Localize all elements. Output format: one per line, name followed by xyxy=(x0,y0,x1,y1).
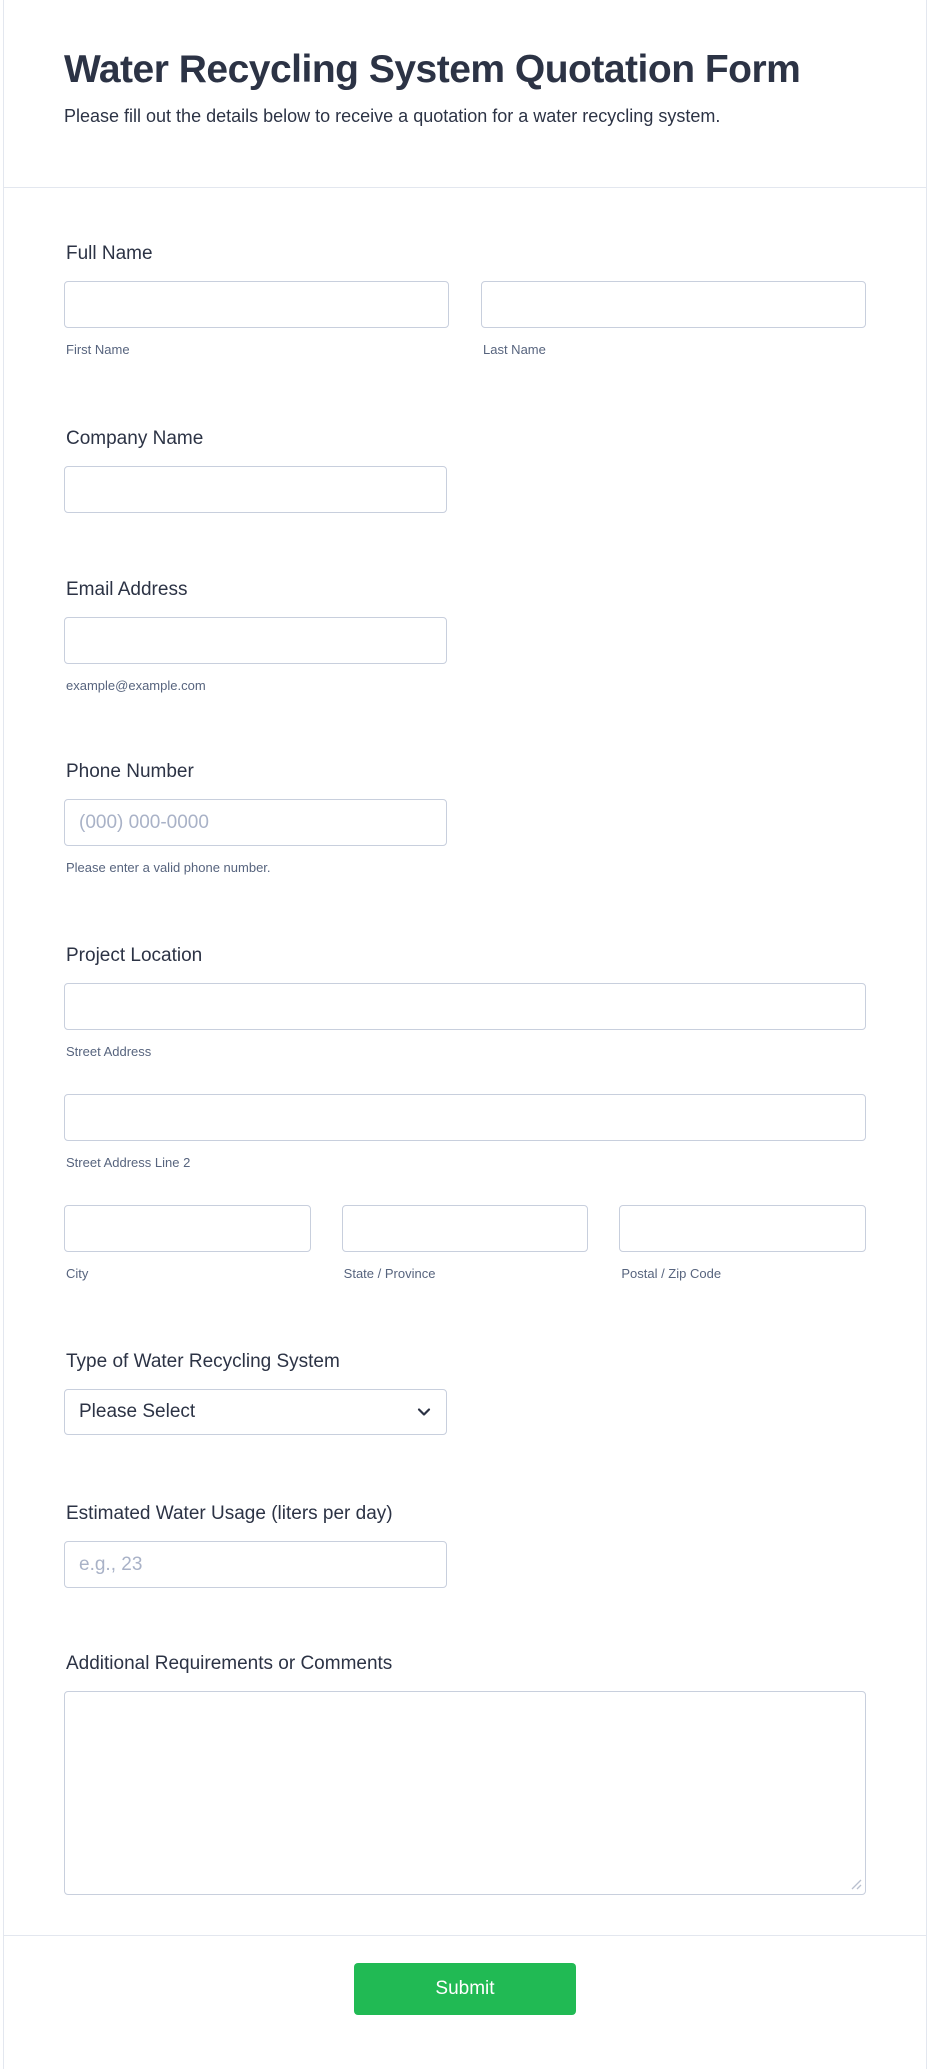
system-type-label: Type of Water Recycling System xyxy=(66,1351,340,1372)
street-address2-sublabel: Street Address Line 2 xyxy=(66,1155,191,1170)
street-address-sublabel: Street Address xyxy=(66,1044,152,1059)
state-input[interactable] xyxy=(342,1205,589,1252)
form-title: Water Recycling System Quotation Form xyxy=(64,48,801,91)
email-input[interactable] xyxy=(64,617,447,664)
field-email xyxy=(64,577,866,694)
submit-button[interactable]: Submit xyxy=(354,1963,576,2015)
field-project-location xyxy=(64,943,866,1282)
postal-input[interactable] xyxy=(619,1205,866,1252)
form-body xyxy=(4,188,926,1895)
company-name-input[interactable] xyxy=(64,466,447,513)
street-address-input[interactable] xyxy=(64,983,866,1030)
phone-input[interactable] xyxy=(64,799,447,846)
last-name-input[interactable] xyxy=(481,281,866,328)
field-comments xyxy=(64,1651,866,1895)
field-system-type xyxy=(64,1349,866,1435)
form-header xyxy=(4,0,926,188)
comments-textarea-wrap xyxy=(64,1691,866,1895)
street-address2-input[interactable] xyxy=(64,1094,866,1141)
first-name-input[interactable] xyxy=(64,281,449,328)
comments-label: Additional Requirements or Comments xyxy=(66,1653,393,1674)
water-usage-label: Estimated Water Usage (liters per day) xyxy=(66,1503,393,1524)
system-type-select[interactable] xyxy=(64,1389,447,1435)
chevron-down-icon xyxy=(416,1404,432,1420)
city-sublabel: City xyxy=(66,1266,89,1281)
postal-sublabel: Postal / Zip Code xyxy=(621,1266,722,1281)
field-water-usage xyxy=(64,1501,866,1588)
email-label: Email Address xyxy=(66,579,188,600)
email-hint: example@example.com xyxy=(66,678,206,693)
phone-hint: Please enter a valid phone number. xyxy=(66,860,271,875)
system-type-selected-value: Please Select xyxy=(79,1401,196,1422)
first-name-sublabel: First Name xyxy=(66,342,130,357)
comments-textarea[interactable] xyxy=(64,1691,866,1895)
full-name-label: Full Name xyxy=(66,243,153,264)
project-location-label: Project Location xyxy=(66,945,203,966)
last-name-sublabel: Last Name xyxy=(483,342,546,357)
street-address-group xyxy=(64,983,866,1060)
company-name-label: Company Name xyxy=(66,428,204,449)
form-subtitle: Please fill out the details below to receive a quotation for a water recycling system. xyxy=(64,106,721,126)
city-input[interactable] xyxy=(64,1205,311,1252)
water-usage-input[interactable] xyxy=(64,1541,447,1588)
street-address2-group xyxy=(64,1094,866,1171)
field-phone xyxy=(64,759,866,876)
field-full-name xyxy=(64,241,866,358)
form-card xyxy=(3,0,927,2069)
city-state-zip-row xyxy=(64,1205,866,1282)
field-company-name xyxy=(64,426,866,513)
state-sublabel: State / Province xyxy=(343,1266,436,1281)
phone-label: Phone Number xyxy=(66,761,194,782)
form-footer xyxy=(4,1935,926,2069)
